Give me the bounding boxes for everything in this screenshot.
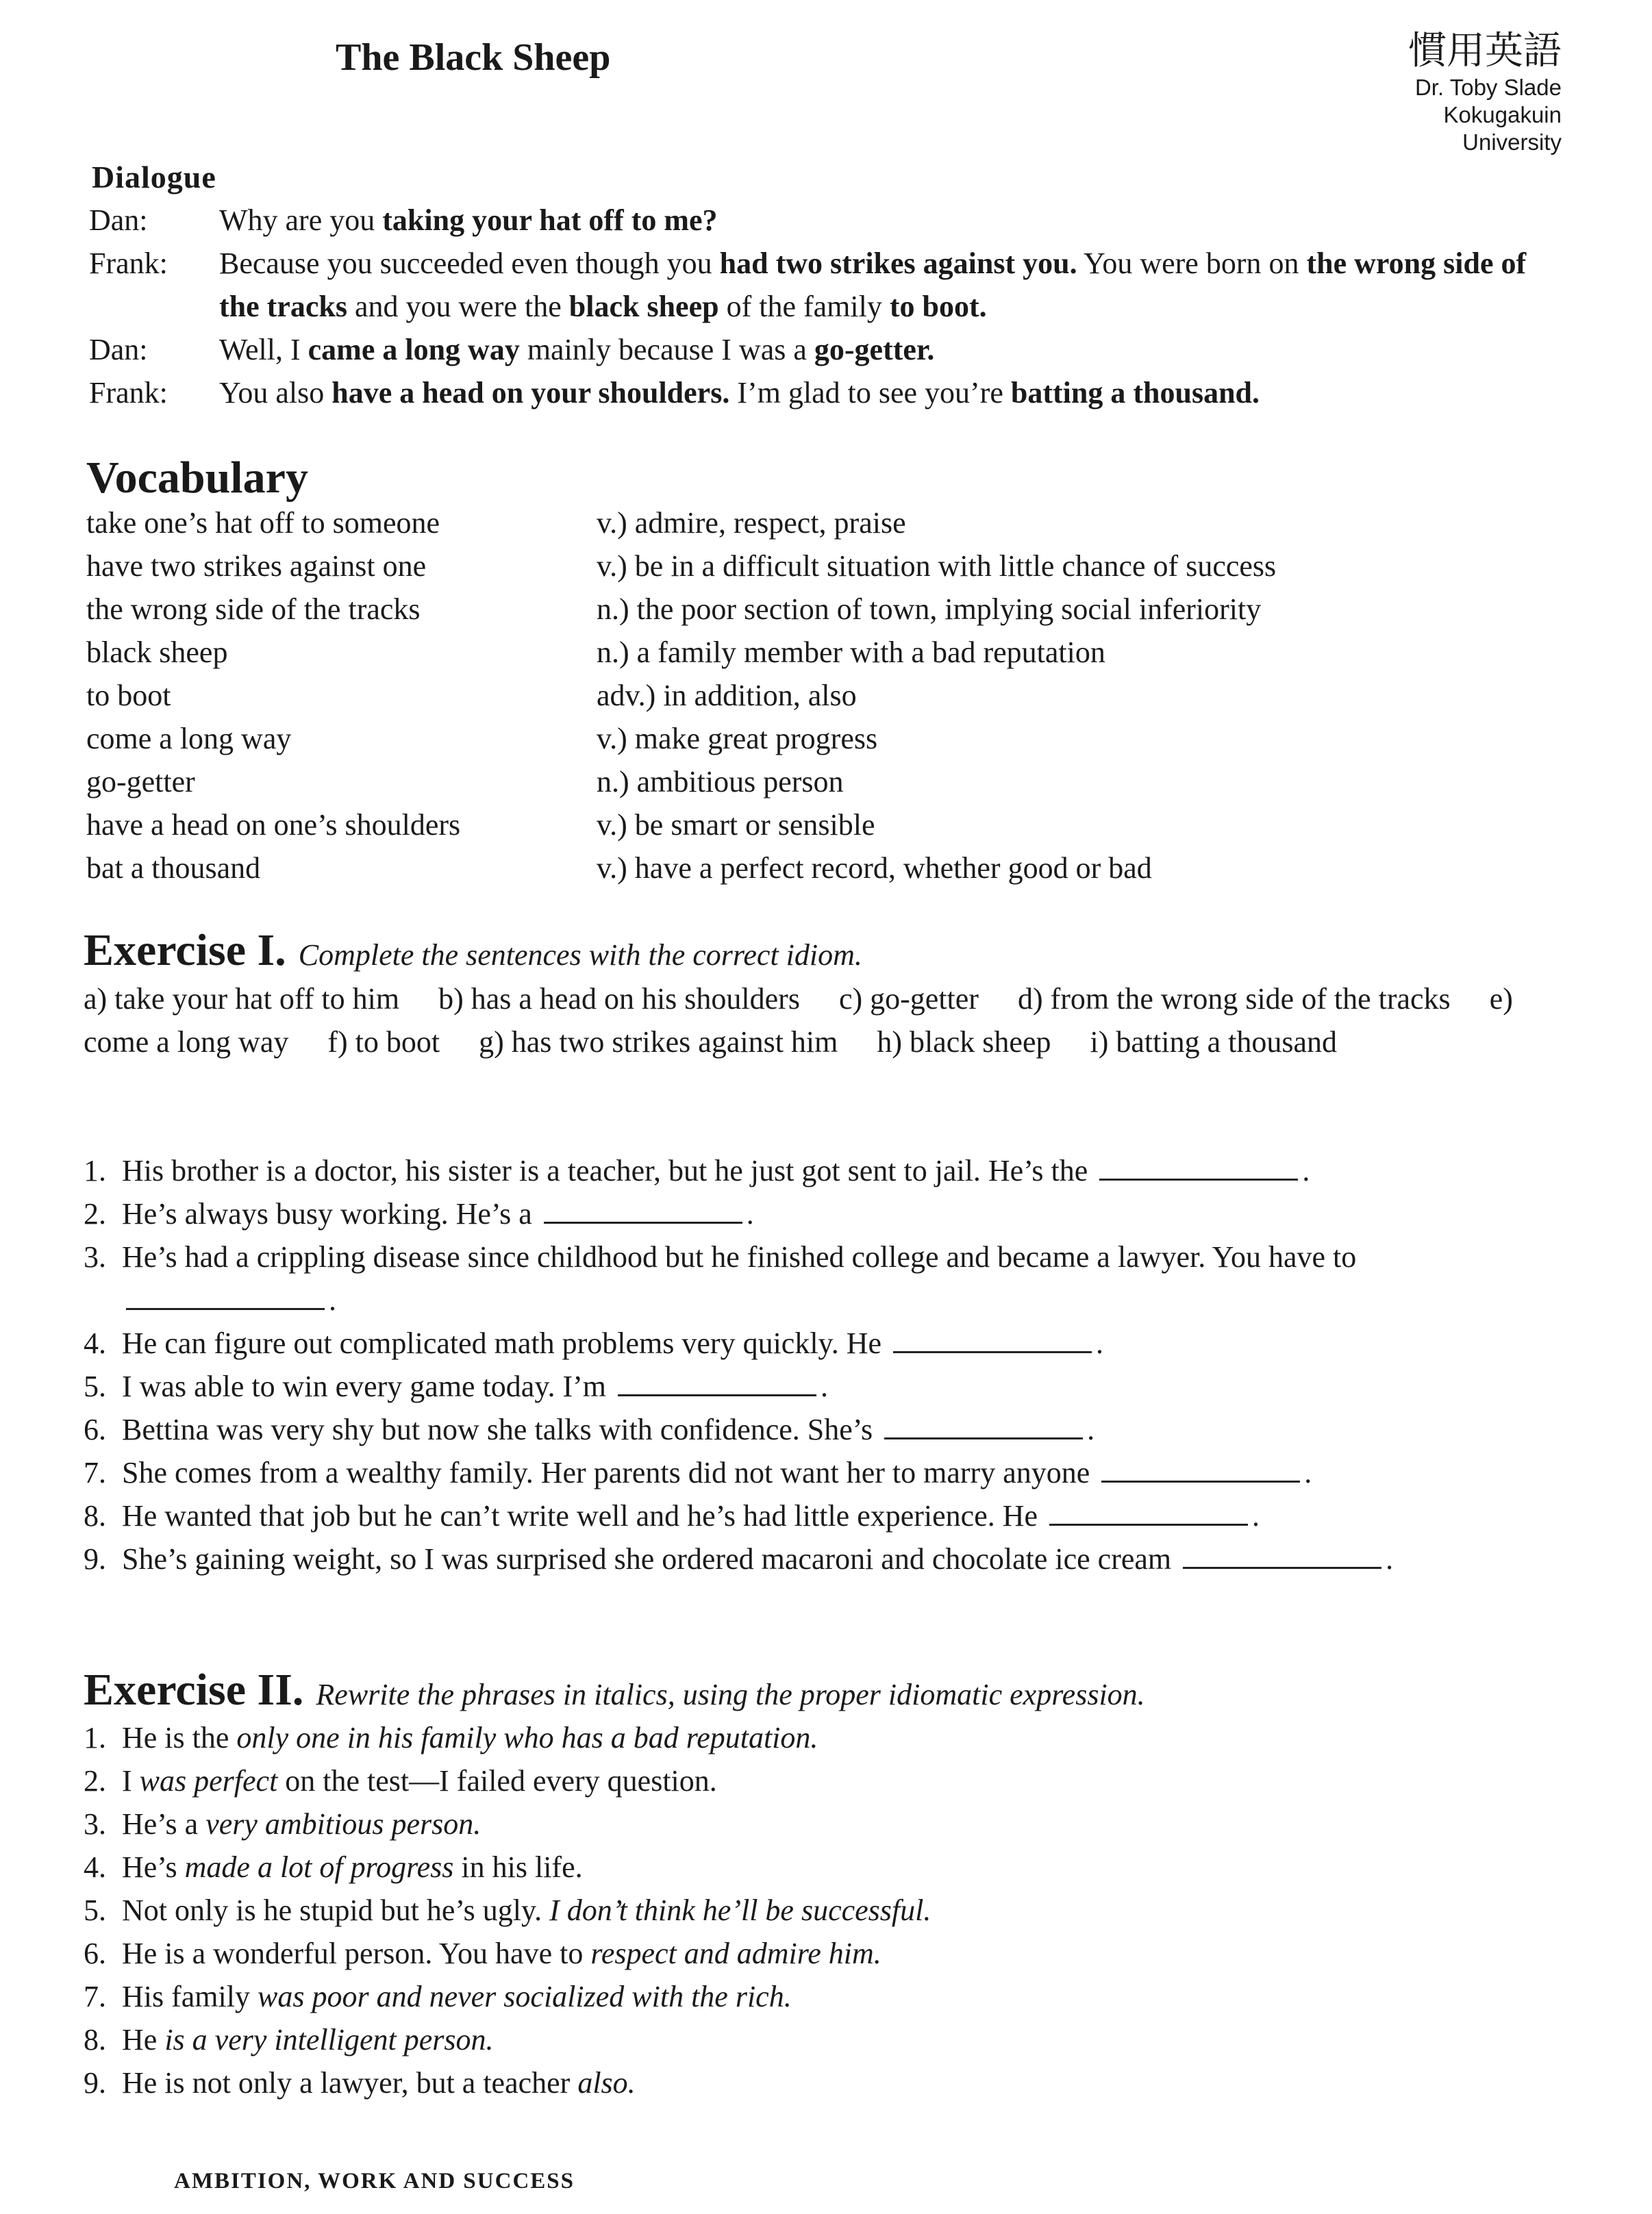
sentence-text: Bettina was very shy but now she talks with confidence. She’s — [122, 1413, 881, 1446]
question-number: 4. — [84, 1326, 106, 1360]
idiom-option: i) batting a thousand — [1090, 1025, 1337, 1059]
question-item — [84, 2018, 1570, 2061]
sentence-text: of the family — [718, 290, 890, 323]
sentence-text: I’m glad to see you’re — [729, 376, 1011, 410]
question-item — [84, 1846, 1570, 1889]
sentence-text: His family — [122, 1980, 258, 2013]
sentence-text: Why are you — [219, 203, 383, 237]
answer-blank[interactable] — [884, 1414, 1083, 1439]
question-number: 6. — [84, 1413, 106, 1446]
question-number: 5. — [84, 1370, 106, 1403]
question-item — [84, 1149, 1570, 1192]
italic-phrase: was perfect — [139, 1764, 278, 1798]
vocabulary-item — [86, 717, 1593, 760]
course-info — [1408, 29, 1562, 156]
idiom-text: go-getter. — [814, 333, 935, 366]
question-number: 7. — [84, 1456, 106, 1489]
dialogue-line — [89, 242, 1568, 328]
exercise-2-questions — [84, 1716, 1570, 2104]
question-text — [122, 1149, 1570, 1192]
exercise-1-instruction: Complete the sentences with the correct idiom. — [298, 938, 862, 972]
sentence-text: . — [329, 1283, 336, 1317]
sentence-text: Because you succeeded even though you — [219, 247, 720, 280]
question-item — [84, 1889, 1570, 1932]
university-line-1: Kokugakuin — [1443, 102, 1562, 127]
dialogue-line — [89, 371, 1568, 414]
italic-phrase: is a very intelligent person. — [164, 2023, 494, 2056]
sentence-text: . — [746, 1197, 754, 1231]
vocabulary-term: have a head on one’s shoulders — [86, 808, 461, 842]
sentence-text: and you were the — [347, 290, 569, 323]
dialogue-utterance — [219, 199, 1568, 242]
question-text — [122, 1365, 1570, 1408]
page-footer: AMBITION, WORK AND SUCCESS — [174, 2169, 575, 2193]
vocabulary-term: go-getter — [86, 765, 195, 798]
question-text — [122, 1494, 1570, 1537]
sentence-text: Not only is he stupid but he’s ugly. — [122, 1894, 550, 1927]
vocabulary-item — [86, 846, 1593, 890]
sentence-text: He is a wonderful person. You have to — [122, 1937, 591, 1970]
vocabulary-item — [86, 803, 1593, 846]
question-number: 3. — [84, 1807, 106, 1841]
idiom-option: f) to boot — [327, 1025, 440, 1059]
sentence-text: . — [1252, 1499, 1260, 1533]
answer-blank[interactable] — [618, 1371, 816, 1396]
vocabulary-definition: v.) have a perfect record, whether good or bad — [597, 851, 1152, 885]
sentence-text: She comes from a wealthy family. Her parents did not want her to marry anyone — [122, 1456, 1098, 1489]
dialogue-utterance — [219, 242, 1568, 328]
exercise-2-instruction: Rewrite the phrases in italics, using the proper idiomatic expression. — [316, 1678, 1145, 1711]
sentence-text: He — [122, 2023, 165, 2056]
sentence-text: mainly because I was a — [519, 333, 814, 366]
idiom-text: came a long way — [308, 333, 520, 366]
question-item — [84, 1192, 1570, 1235]
question-text — [122, 1716, 1570, 1759]
question-number: 2. — [84, 1764, 106, 1798]
sentence-text: . — [1304, 1456, 1312, 1489]
vocabulary-heading: Vocabulary — [86, 453, 308, 503]
idiom-text: have a head on your shoulders. — [331, 376, 730, 410]
question-text — [122, 1802, 1570, 1846]
italic-phrase: very ambitious person. — [205, 1807, 481, 1841]
page-title: The Black Sheep — [336, 36, 611, 79]
question-number: 1. — [84, 1154, 106, 1187]
vocabulary-item — [86, 544, 1593, 588]
question-text — [122, 1975, 1570, 2018]
dialogue-line — [89, 199, 1568, 242]
question-text — [122, 1192, 1570, 1235]
vocabulary-definition: n.) a family member with a bad reputation — [597, 636, 1105, 669]
sentence-text: I was able to win every game today. I’m — [122, 1370, 614, 1403]
vocabulary-definition: v.) make great progress — [597, 722, 878, 755]
question-item — [84, 1494, 1570, 1537]
italic-phrase: was poor and never socialized with the rich. — [257, 1980, 792, 2013]
answer-blank[interactable] — [1049, 1500, 1248, 1526]
vocabulary-definition: adv.) in addition, also — [597, 679, 857, 712]
question-item — [84, 1235, 1570, 1322]
answer-blank[interactable] — [1183, 1544, 1381, 1569]
idiom-option: h) black sheep — [877, 1025, 1051, 1059]
idiom-option: d) from the wrong side of the tracks — [1017, 982, 1451, 1016]
vocabulary-item — [86, 588, 1593, 631]
vocabulary-list — [86, 501, 1593, 890]
question-number: 7. — [84, 1980, 106, 2013]
answer-blank[interactable] — [126, 1285, 325, 1310]
university-line-2: University — [1462, 129, 1562, 155]
question-number: 9. — [84, 2066, 106, 2100]
speaker-name: Dan: — [89, 203, 148, 237]
idiom-option: a) take your hat off to him — [84, 982, 400, 1016]
vocabulary-definition: n.) ambitious person — [597, 765, 844, 798]
sentence-text: He is not only a lawyer, but a teacher — [122, 2066, 578, 2100]
question-number: 9. — [84, 1542, 106, 1576]
sentence-text: His brother is a doctor, his sister is a teacher, but he just got sent to jail. He’s the — [122, 1154, 1096, 1187]
course-name: 慣用英語 — [1408, 29, 1562, 73]
vocabulary-item — [86, 760, 1593, 803]
vocabulary-item — [86, 631, 1593, 674]
sentence-text: . — [1096, 1326, 1104, 1360]
dialogue-section — [89, 199, 1568, 414]
exercise-2-title: Exercise II. — [84, 1665, 304, 1715]
dialogue-utterance — [219, 328, 1568, 371]
dialogue-line — [89, 328, 1568, 371]
question-item — [84, 2061, 1570, 2104]
exercise-1-title: Exercise I. — [84, 925, 286, 975]
question-item — [84, 1759, 1570, 1802]
exercise-1-heading — [84, 924, 862, 977]
question-number: 1. — [84, 1721, 106, 1754]
question-number: 2. — [84, 1197, 106, 1231]
sentence-text: . — [821, 1370, 829, 1403]
answer-blank[interactable] — [893, 1328, 1092, 1353]
vocabulary-term: black sheep — [86, 636, 228, 669]
vocabulary-term: come a long way — [86, 722, 292, 755]
sentence-text: on the test—I failed every question. — [277, 1764, 717, 1798]
answer-blank[interactable] — [1101, 1457, 1300, 1483]
speaker-name: Dan: — [89, 333, 148, 366]
sentence-text: . — [1302, 1154, 1310, 1187]
question-text — [122, 1889, 1570, 1932]
speaker-name: Frank: — [89, 376, 168, 410]
question-text — [122, 1322, 1570, 1365]
italic-phrase: I don’t think he’ll be successful. — [549, 1894, 931, 1927]
sentence-text: You were born on — [1077, 247, 1307, 280]
sentence-text: He wanted that job but he can’t write well and he’s had little experience. He — [122, 1499, 1046, 1533]
sentence-text: He’s always busy working. He’s a — [122, 1197, 540, 1231]
idiom-text: the wrong side of the tracks — [219, 247, 1527, 323]
question-number: 6. — [84, 1937, 106, 1970]
vocabulary-definition: n.) the poor section of town, implying social inferiority — [597, 592, 1262, 626]
vocabulary-definition: v.) admire, respect, praise — [597, 506, 906, 540]
italic-phrase: also. — [577, 2066, 636, 2100]
idiom-text: batting a thousand. — [1010, 376, 1260, 410]
idiom-option: e) come a long way — [84, 982, 1513, 1059]
question-text — [122, 2018, 1570, 2061]
question-item — [84, 1716, 1570, 1759]
sentence-text: You also — [219, 376, 332, 410]
sentence-text: . — [1386, 1542, 1394, 1576]
exercise-1-options — [84, 977, 1568, 1064]
question-text — [122, 1846, 1570, 1889]
vocabulary-definition: v.) be in a difficult situation with little chance of success — [597, 549, 1277, 583]
answer-blank[interactable] — [1099, 1155, 1298, 1181]
question-item — [84, 1365, 1570, 1408]
italic-phrase: made a lot of progress — [184, 1850, 454, 1884]
vocabulary-item — [86, 674, 1593, 717]
question-number: 4. — [84, 1850, 106, 1884]
question-text — [122, 1235, 1570, 1322]
question-number: 3. — [84, 1240, 106, 1274]
instructor-name: Dr. Toby Slade — [1414, 75, 1562, 100]
vocabulary-item — [86, 501, 1593, 544]
question-text — [122, 1537, 1570, 1581]
exercise-2-heading — [84, 1664, 1145, 1716]
sentence-text: He’s had a crippling disease since childhood but he finished college and became a lawyer. You have to — [122, 1240, 1357, 1274]
question-item — [84, 1802, 1570, 1846]
question-item — [84, 1451, 1570, 1494]
question-number: 8. — [84, 2023, 106, 2056]
question-item — [84, 1932, 1570, 1975]
dialogue-heading: Dialogue — [92, 160, 216, 194]
vocabulary-term: to boot — [86, 679, 171, 712]
question-item — [84, 1408, 1570, 1451]
question-text — [122, 1451, 1570, 1494]
vocabulary-term: bat a thousand — [86, 851, 261, 885]
vocabulary-term: take one’s hat off to someone — [86, 506, 440, 540]
sentence-text: He is the — [122, 1721, 237, 1754]
question-number: 8. — [84, 1499, 106, 1533]
idiom-text: taking your hat off to me? — [382, 203, 718, 237]
question-text — [122, 1932, 1570, 1975]
sentence-text: in his life. — [453, 1850, 583, 1884]
question-text — [122, 2061, 1570, 2104]
exercise-1-questions — [84, 1149, 1570, 1581]
vocabulary-term: the wrong side of the tracks — [86, 592, 421, 626]
sentence-text: He’s a — [122, 1807, 206, 1841]
answer-blank[interactable] — [544, 1198, 742, 1224]
idiom-option: c) go-getter — [838, 982, 979, 1016]
idiom-text: had two strikes against you. — [719, 247, 1077, 280]
question-item — [84, 1322, 1570, 1365]
question-number: 5. — [84, 1894, 106, 1927]
sentence-text: He’s — [122, 1850, 185, 1884]
sentence-text: . — [1087, 1413, 1095, 1446]
idiom-option: b) has a head on his shoulders — [438, 982, 800, 1016]
sentence-text: Well, I — [219, 333, 308, 366]
vocabulary-definition: v.) be smart or sensible — [597, 808, 875, 842]
italic-phrase: only one in his family who has a bad reputation. — [236, 1721, 818, 1754]
vocabulary-term: have two strikes against one — [86, 549, 427, 583]
sentence-text: She’s gaining weight, so I was surprised she ordered macaroni and chocolate ice cream — [122, 1542, 1179, 1576]
idiom-text: to boot. — [889, 290, 987, 323]
question-item — [84, 1537, 1570, 1581]
question-item — [84, 1975, 1570, 2018]
speaker-name: Frank: — [89, 247, 168, 280]
sentence-text: He can figure out complicated math problems very quickly. He — [122, 1326, 890, 1360]
dialogue-utterance — [219, 371, 1568, 414]
idiom-text: black sheep — [568, 290, 719, 323]
question-text — [122, 1408, 1570, 1451]
italic-phrase: respect and admire him. — [590, 1937, 881, 1970]
sentence-text: I — [122, 1764, 140, 1798]
idiom-option: g) has two strikes against him — [479, 1025, 838, 1059]
question-text — [122, 1759, 1570, 1802]
